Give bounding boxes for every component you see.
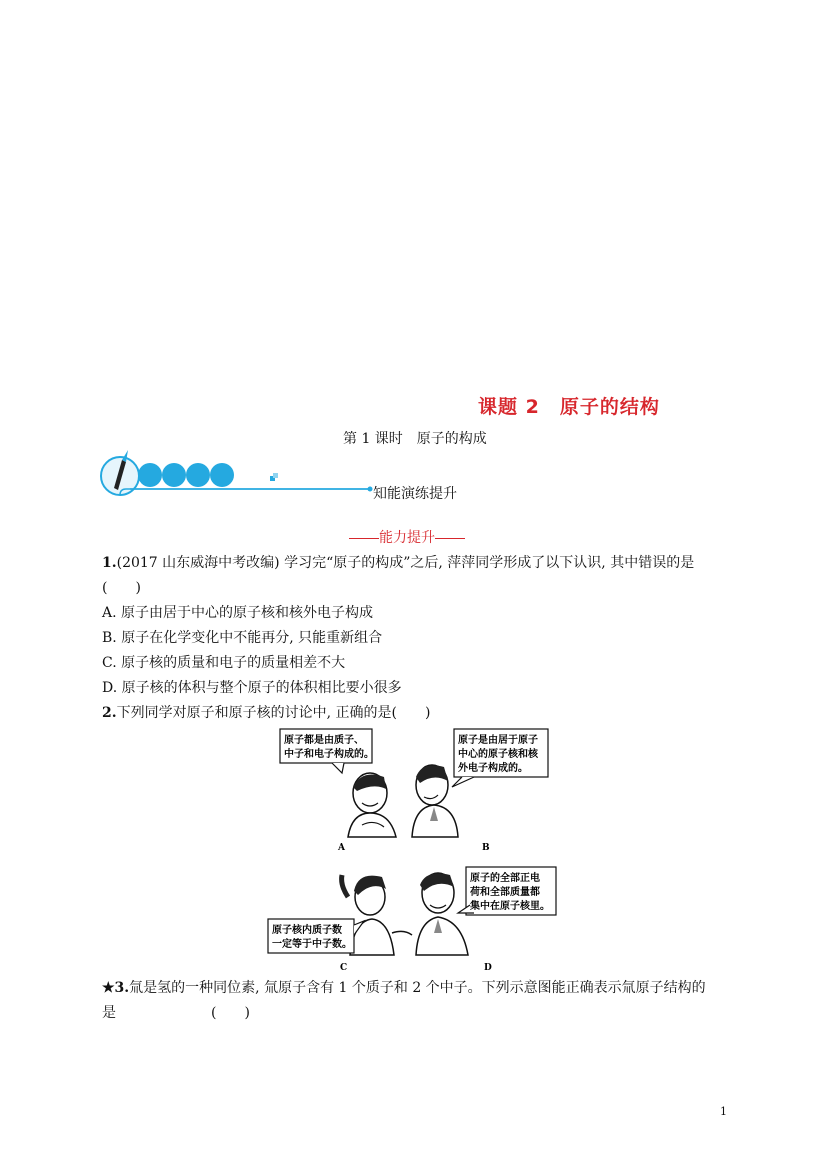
- option-b: B. 原子在化学变化中不能再分, 只能重新组合: [102, 630, 383, 646]
- bubble-b-line-3: 外电子构成的。: [458, 763, 528, 774]
- figure-label-b: B: [482, 843, 490, 853]
- question-number: 1.: [102, 555, 117, 571]
- bubble-b-line-2: 中心的原子核和核: [458, 749, 538, 760]
- bubble-b-line-1: 原子是由居于原子: [458, 735, 538, 746]
- bubble-c-line-2: 一定等于中子数。: [272, 939, 352, 950]
- question-number: 2.: [102, 705, 117, 721]
- bubble-d-line-2: 荷和全部质量都: [470, 887, 540, 898]
- question-1: [102, 553, 742, 573]
- question-text: 氚是氢的一种同位素, 氚原子含有 1 个质子和 2 个中子。下列示意图能正确表示氚原子结构的: [129, 980, 706, 996]
- figure-label-c: C: [340, 963, 348, 973]
- heading-rule-right: [435, 538, 465, 539]
- lesson-subtitle: 第 1 课时 原子的构成: [343, 431, 487, 447]
- question-3-blank: ( ): [211, 1005, 250, 1021]
- section-heading: [349, 527, 465, 547]
- bubble-d-line-1: 原子的全部正电: [470, 873, 540, 884]
- speech-bubble-a: [280, 729, 374, 773]
- banner-label: 知能演练提升: [373, 486, 457, 502]
- figure-label-d: D: [484, 963, 492, 973]
- figure-label-a: A: [338, 843, 345, 853]
- question-3-line-2: [102, 1003, 742, 1023]
- students-discussion-figure: [262, 725, 562, 975]
- question-2: [102, 703, 742, 723]
- bubble-a-line-1: 原子都是由质子、: [284, 735, 364, 746]
- student-d-illustration: [416, 873, 468, 955]
- question-number: ★3.: [102, 980, 130, 996]
- speech-bubble-c: [268, 919, 364, 953]
- question-1-blank: ( ): [102, 580, 141, 596]
- banner-dots: [138, 463, 234, 487]
- question-text: (2017 山东威海中考改编) 学习完“原子的构成”之后, 萍萍同学形成了以下认识, 其中错误的是: [116, 555, 695, 571]
- option-a: A. 原子由居于中心的原子核和核外电子构成: [102, 605, 374, 621]
- option-d: D. 原子核的体积与整个原子的体积相比要小很多: [102, 680, 402, 696]
- question-text-continued: 是: [102, 1005, 116, 1021]
- bubble-d-line-3: 集中在原子核里。: [470, 901, 550, 912]
- option-c: C. 原子核的质量和电子的质量相差不大: [102, 655, 346, 671]
- question-3: [102, 978, 742, 998]
- bubble-c-line-1: 原子核内质子数: [272, 925, 342, 936]
- student-a-illustration: [348, 773, 396, 837]
- question-text: 下列同学对原子和原子核的讨论中, 正确的是( ): [116, 705, 431, 721]
- section-label: 能力提升: [379, 530, 435, 546]
- speech-bubble-b: [452, 729, 548, 787]
- student-b-illustration: [412, 765, 458, 837]
- lesson-title: 课题 2 原子的结构: [478, 396, 660, 418]
- bubble-a-line-2: 中子和电子构成的。: [284, 749, 374, 760]
- speech-bubble-d: [458, 867, 556, 915]
- page-number: 1: [720, 1105, 727, 1118]
- heading-rule-left: [349, 538, 379, 539]
